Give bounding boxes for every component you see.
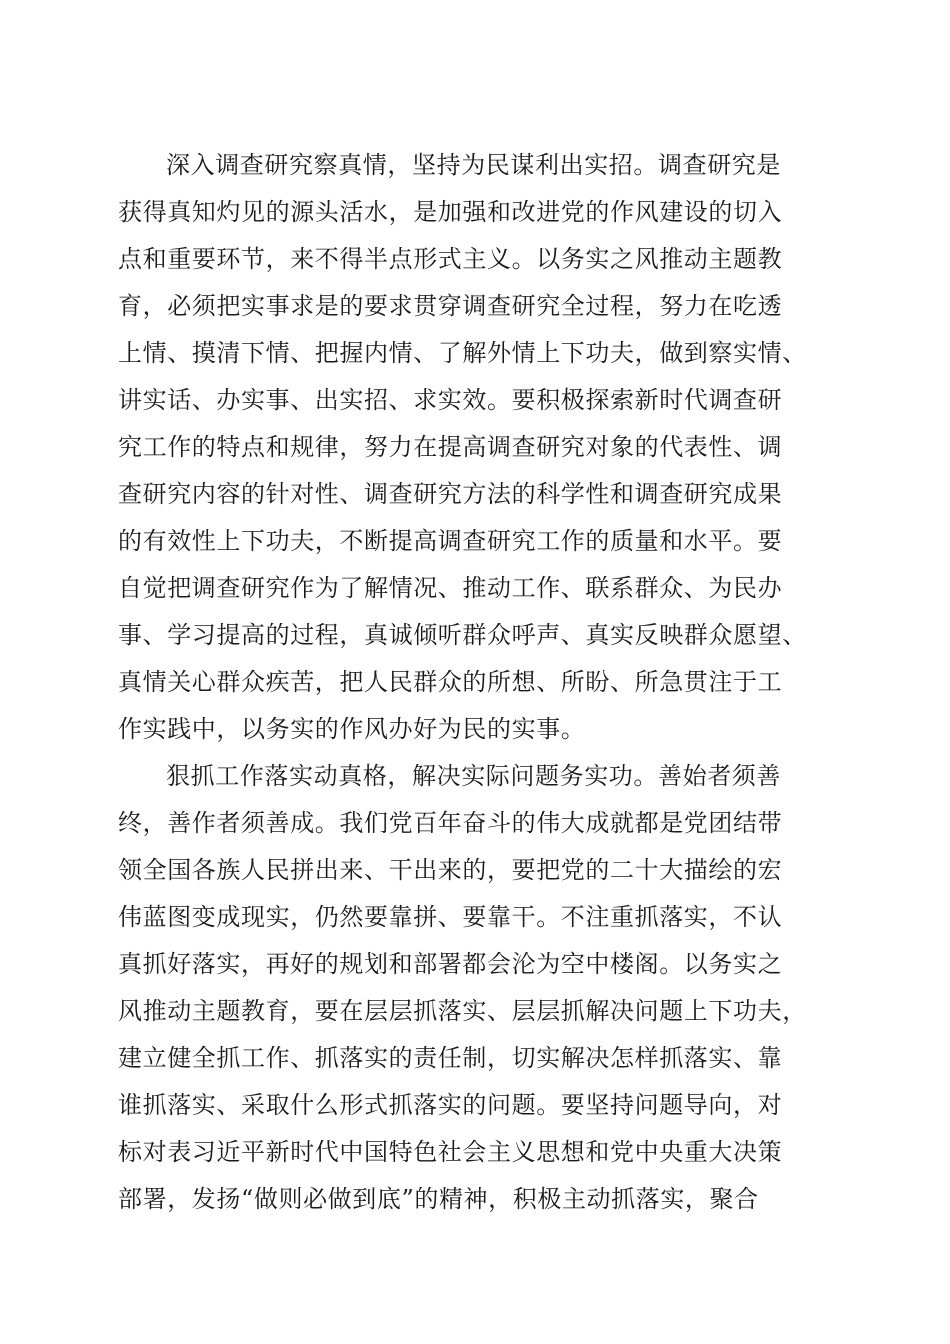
body-text xyxy=(118,142,838,1223)
paragraph-2 xyxy=(118,753,838,1223)
text-line: 查研究内容的针对性、调查研究方法的科学性和调查研究成果 xyxy=(118,480,783,508)
text-line: 建立健全抓工作、抓落实的责任制，切实解决怎样抓落实、靠 xyxy=(118,1044,783,1072)
text-line: 究工作的特点和规律，努力在提高调查研究对象的代表性、调 xyxy=(118,433,783,461)
text-line: 标对表习近平新时代中国特色社会主义思想和党中央重大决策 xyxy=(118,1138,783,1166)
text-line: 风推动主题教育，要在层层抓落实、层层抓解决问题上下功夫， xyxy=(118,997,807,1025)
text-line: 伟蓝图变成现实，仍然要靠拼、要靠干。不注重抓落实，不认 xyxy=(118,903,783,931)
text-line: 获得真知灼见的源头活水，是加强和改进党的作风建设的切入 xyxy=(118,198,783,226)
text-line: 狠抓工作落实动真格，解决实际问题务实功。善始者须善 xyxy=(166,762,781,790)
paragraph-1 xyxy=(118,142,838,753)
text-line: 终，善作者须善成。我们党百年奋斗的伟大成就都是党团结带 xyxy=(118,809,783,837)
text-line: 讲实话、办实事、出实招、求实效。要积极探索新时代调查研 xyxy=(118,386,783,414)
text-line: 的有效性上下功夫，不断提高调查研究工作的质量和水平。要 xyxy=(118,527,783,555)
text-line: 上情、摸清下情、把握内情、了解外情上下功夫，做到察实情、 xyxy=(118,339,807,367)
text-line: 作实践中，以务实的作风办好为民的实事。 xyxy=(118,715,586,743)
text-line: 真情关心群众疾苦，把人民群众的所想、所盼、所急贯注于工 xyxy=(118,668,783,696)
text-line: 育，必须把实事求是的要求贯穿调查研究全过程，努力在吃透 xyxy=(118,292,783,320)
text-line: 自觉把调查研究作为了解情况、推动工作、联系群众、为民办 xyxy=(118,574,783,602)
text-line: 领全国各族人民拼出来、干出来的，要把党的二十大描绘的宏 xyxy=(118,856,783,884)
text-line: 真抓好落实，再好的规划和部署都会沦为空中楼阁。以务实之 xyxy=(118,950,783,978)
text-line: 部署，发扬“做则必做到底”的精神，积极主动抓落实，聚合 xyxy=(118,1185,759,1213)
text-line: 点和重要环节，来不得半点形式主义。以务实之风推动主题教 xyxy=(118,245,783,273)
text-line: 谁抓落实、采取什么形式抓落实的问题。要坚持问题导向，对 xyxy=(118,1091,783,1119)
text-line: 事、学习提高的过程，真诚倾听群众呼声、真实反映群众愿望、 xyxy=(118,621,807,649)
text-line: 深入调查研究察真情，坚持为民谋利出实招。调查研究是 xyxy=(166,151,781,179)
